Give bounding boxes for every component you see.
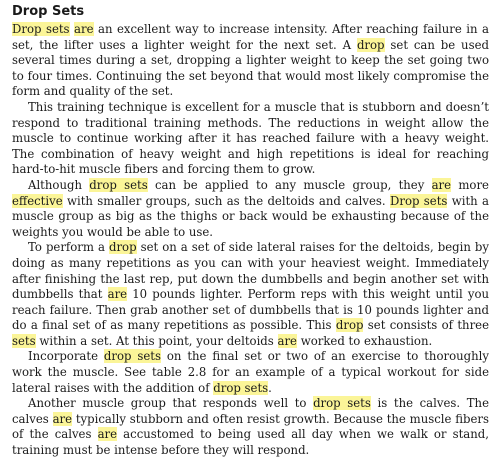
- text-run: set can be used several times during a set, dropping a lighter weight to keep the set going two to four times. Continuing the set beyond that would most likely compromise the form and quality of the set.: [12, 37, 489, 99]
- paragraph: [12, 100, 489, 178]
- text-run: on the final set or two of an exercise to thoroughly work the muscle. See table 2.8 for an example of a typical workout for side lateral raises with the addition of: [12, 349, 489, 395]
- text-run: more: [451, 177, 489, 192]
- highlighted-text: drop sets: [213, 380, 269, 395]
- highlighted-text: effective: [12, 193, 63, 208]
- highlighted-text: drop sets: [89, 177, 148, 192]
- text-run: set consists of three: [363, 318, 489, 333]
- highlighted-text: are: [107, 287, 128, 302]
- section-heading: Drop Sets: [12, 4, 85, 19]
- highlighted-text: drop: [108, 240, 137, 255]
- highlighted-text: are: [431, 177, 452, 192]
- text-run: with a muscle group as big as the thighs or back would be exhausting because of the weights you would be able to use.: [12, 193, 489, 239]
- text-run: 10 pounds lighter. Perform reps with this weight until you reach failure. Then grab another set of dumbbells that is 10 pounds lighter and do a final set of as many repetitions as possible. This: [12, 287, 490, 333]
- highlighted-text: are: [97, 427, 118, 442]
- text-run: typically stubborn and often resist growth. Because the muscle fibers of the calves: [12, 411, 490, 442]
- text-run: worked to exhaustion.: [296, 333, 433, 348]
- text-run: To perform a: [28, 240, 109, 255]
- text-run: is the calves. The calves: [12, 396, 489, 426]
- paragraph: [12, 22, 489, 100]
- highlighted-text: drop sets: [313, 396, 371, 411]
- highlighted-text: drop: [335, 318, 364, 333]
- highlighted-text: are: [52, 411, 73, 426]
- text-run: This training technique is excellent for a muscle that is stubborn and doesn’t respond to traditional training methods. The reductions in weight allow the muscle to continue working after it has reached failure with a heavy weight. The combination of heavy weight and high repetitions is ideal for reaching hard-to-hit muscle fibers and forcing them to grow.: [12, 99, 489, 177]
- highlighted-text: are: [74, 22, 94, 36]
- text-run: accustomed to being used all day when we walk or stand, training must be intense before they will respond.: [12, 427, 489, 458]
- paragraph: [12, 178, 489, 240]
- text-run: .: [268, 380, 272, 395]
- text-run: Incorporate: [28, 349, 104, 364]
- text-run: Another muscle group that responds well to: [28, 396, 314, 411]
- highlighted-text: Drop sets: [389, 193, 448, 208]
- text-run: can be applied to any muscle group, they: [147, 177, 432, 192]
- paragraph: [12, 396, 489, 458]
- text-run: within a set. At this point, your deltoids: [35, 333, 278, 348]
- body-text: [12, 22, 489, 459]
- text-run: an excellent way to increase intensity. After reaching failure in a set, the lifter uses a lighter weight for the next set. A: [12, 22, 489, 52]
- highlighted-text: drop: [356, 37, 385, 52]
- text-run: set on a set of side lateral raises for the deltoids, begin by doing as many repetitions as you can with your heaviest weight. Immediately after finishing the last rep, put down the dumbbells and begin another set with dumbbells that: [12, 240, 489, 302]
- highlighted-text: are: [277, 333, 297, 348]
- paragraph: [12, 349, 489, 396]
- text-run: Although: [28, 177, 90, 192]
- text-run: with smaller groups, such as the deltoids and calves.: [62, 193, 390, 208]
- highlighted-text: sets: [12, 333, 36, 348]
- highlighted-text: Drop sets: [12, 22, 70, 36]
- highlighted-text: drop sets: [103, 349, 161, 364]
- paragraph: [12, 240, 489, 349]
